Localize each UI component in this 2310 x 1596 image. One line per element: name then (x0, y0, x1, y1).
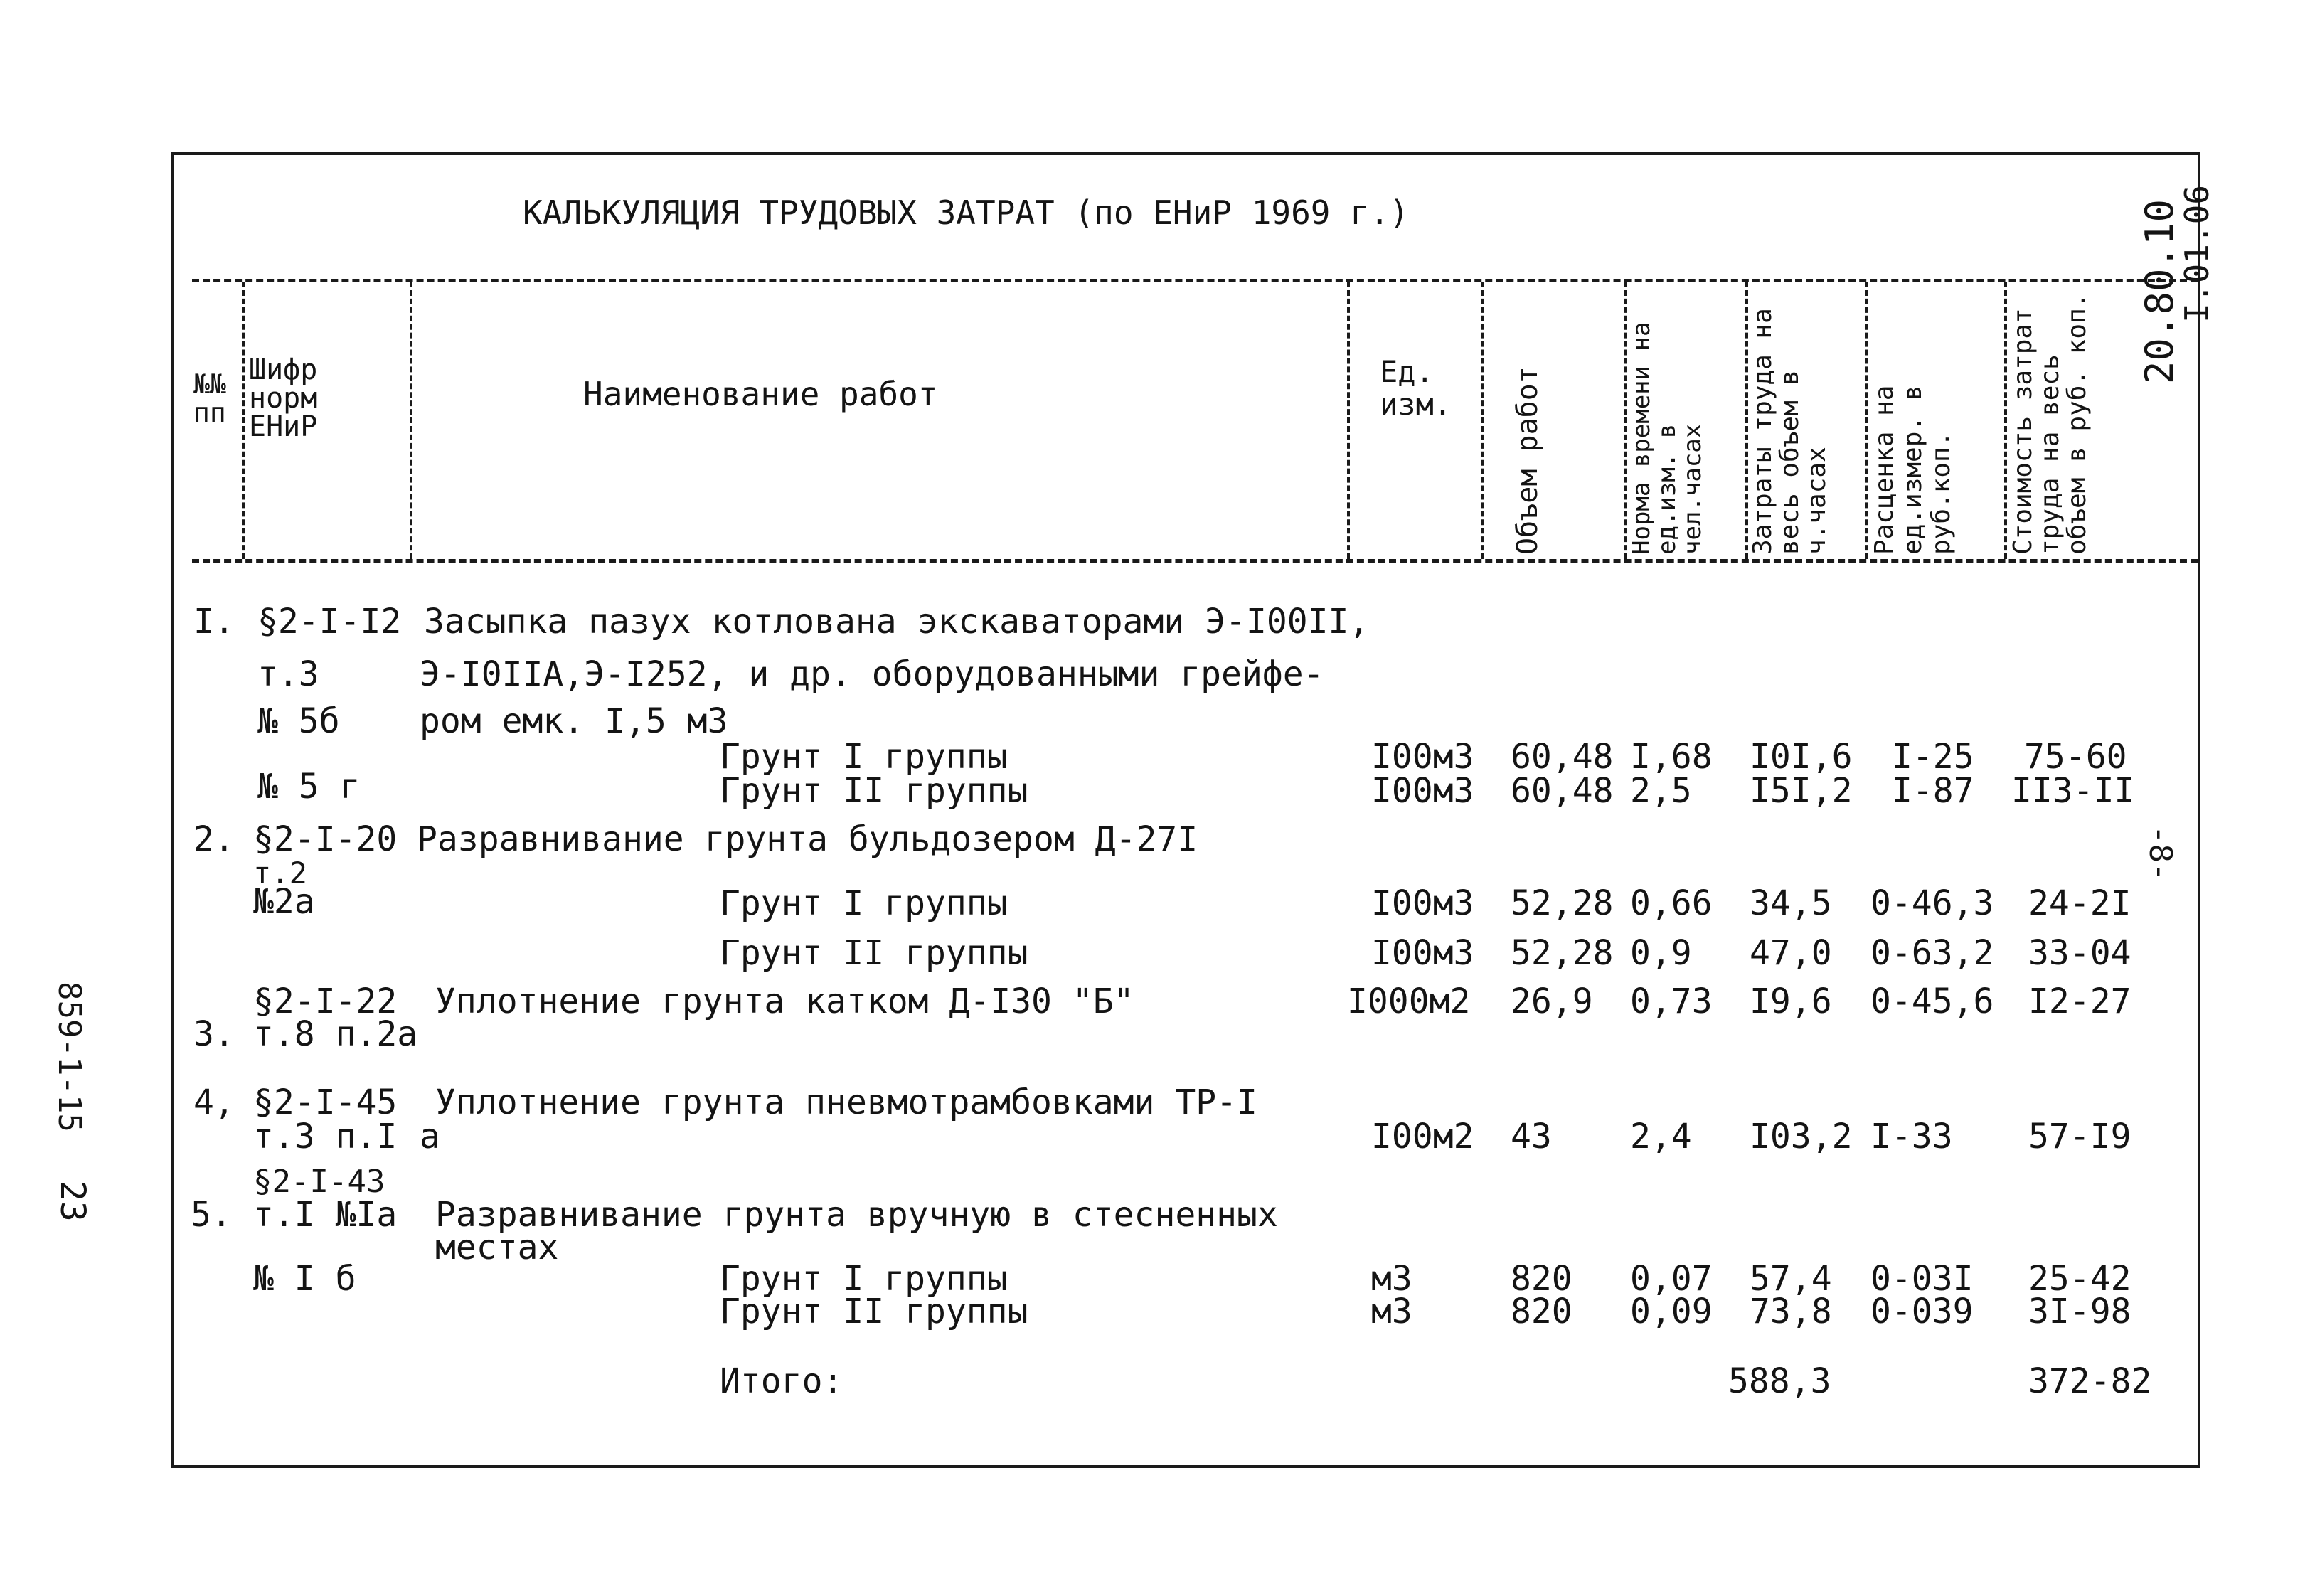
header-rate: Расценка на ед.измер. в руб.коп. (1870, 385, 1956, 555)
row2-sub2-labor: 47,0 (1750, 933, 1832, 973)
row1-code-2: т.3 (257, 654, 319, 694)
row3-volume: 26,9 (1511, 981, 1593, 1021)
row2-sub1-unit: I00м3 (1371, 883, 1474, 923)
row1-sub1-rate: I-25 (1892, 737, 1974, 777)
row2-sub1-volume: 52,28 (1511, 883, 1614, 923)
stamp-code: I.01.06 (2178, 185, 2216, 323)
header-labor: Затраты труда на весь объем в ч.часах (1748, 308, 1831, 555)
row3-name-1: Уплотнение грунта катком Д-I30 "Б" (435, 981, 1134, 1021)
row3-cost: I2-27 (2028, 981, 2131, 1021)
row2-sub1-rate: 0-46,3 (1870, 883, 1994, 923)
row2-sub1-cost: 24-2I (2028, 883, 2131, 923)
row1-num: I. (193, 602, 235, 642)
total-labor: 588,3 (1728, 1361, 1831, 1401)
row4-cost: 57-I9 (2028, 1117, 2131, 1156)
header-volume: Объем работ (1511, 366, 1544, 555)
row4-rate: I-33 (1870, 1117, 1953, 1156)
row3-code-1: §2-I-22 (253, 981, 398, 1021)
row2-sub2-name: Грунт II группы (720, 933, 1028, 973)
row3-unit: I000м2 (1347, 981, 1471, 1021)
row1-sub1-name: Грунт I группы (720, 737, 1008, 777)
row5-sub2-name: Грунт II группы (720, 1292, 1028, 1331)
row4-name-2: а (420, 1117, 440, 1156)
row5-sub2-volume: 820 (1511, 1292, 1572, 1331)
header-bottom-line (192, 559, 2198, 563)
left-margin-code: 859-1-15 (51, 981, 87, 1132)
page-title: КАЛЬКУЛЯЦИЯ ТРУДОВЫХ ЗАТРАТ (по ЕНиР 1969 г.) (523, 193, 1410, 232)
row5-sub2-cost: 3I-98 (2028, 1292, 2131, 1331)
row5-code-3: № I б (253, 1259, 356, 1299)
header-name: Наименование работ (583, 375, 938, 413)
row2-code-1: §2-I-20 (253, 819, 398, 859)
row5-sub1-cost: 25-42 (2028, 1259, 2131, 1299)
row1-sub2-unit: I00м3 (1371, 771, 1474, 811)
total-label: Итого: (720, 1361, 843, 1401)
row2-sub1-labor: 34,5 (1750, 883, 1832, 923)
row4-name-1: Уплотнение грунта пневмотрамбовками ТР-I (435, 1082, 1257, 1122)
row2-code-2: т.2 (253, 856, 307, 890)
row3-labor: I9,6 (1750, 981, 1832, 1021)
row5-sub1-name: Грунт I группы (720, 1259, 1008, 1299)
stamp-date: 20.80.10 (2137, 199, 2182, 385)
col-sep-4 (1481, 282, 1484, 559)
col-sep-1 (242, 282, 245, 559)
row1-sub1-unit: I00м3 (1371, 737, 1474, 777)
row5-num: 5. (191, 1195, 232, 1235)
row4-code-1: §2-I-45 (253, 1082, 398, 1122)
row3-rate: 0-45,6 (1870, 981, 1994, 1021)
row2-name-1: Разравнивание грунта бульдозером Д-27I (417, 819, 1198, 859)
row2-code-3: №2а (253, 882, 315, 922)
row4-norm: 2,4 (1630, 1117, 1692, 1156)
row1-sub1-labor: I0I,6 (1750, 737, 1853, 777)
row4-num: 4, (193, 1082, 235, 1122)
row2-sub1-name: Грунт I группы (720, 883, 1008, 923)
row2-num: 2. (193, 819, 235, 859)
row1-name-2: Э-I0IIА,Э-I252, и др. оборудованными грейфе- (420, 654, 1324, 694)
row1-sub1-norm: I,68 (1630, 737, 1713, 777)
row5-sub2-labor: 73,8 (1750, 1292, 1832, 1331)
row5-sub1-unit: м3 (1371, 1259, 1412, 1299)
row1-code-4: № 5 г (257, 767, 361, 807)
row1-code-3: № 5б (257, 701, 340, 741)
header-num: №№ пп (193, 368, 226, 428)
row5-code-1: §2-I-43 (253, 1164, 385, 1200)
row5-sub2-unit: м3 (1371, 1292, 1412, 1331)
row5-code-2: т.I №Iа (253, 1195, 398, 1235)
row1-name-3: ром емк. I,5 м3 (420, 701, 728, 741)
row2-sub2-cost: 33-04 (2028, 933, 2131, 973)
row1-sub2-volume: 60,48 (1511, 771, 1614, 811)
row1-sub2-rate: I-87 (1892, 771, 1974, 811)
row5-sub1-volume: 820 (1511, 1259, 1572, 1299)
row4-code-2: т.3 п.I (253, 1117, 398, 1156)
row1-sub1-cost: 75-60 (2024, 737, 2127, 777)
row5-sub2-rate: 0-039 (1870, 1292, 1974, 1331)
row1-sub1-volume: 60,48 (1511, 737, 1614, 777)
row5-sub1-norm: 0,07 (1630, 1259, 1713, 1299)
row3-norm: 0,73 (1630, 981, 1713, 1021)
header-unit: Ед. изм. (1380, 354, 1452, 422)
row5-sub1-rate: 0-03I (1870, 1259, 1974, 1299)
row1-sub2-name: Грунт II группы (720, 771, 1028, 811)
row5-sub1-labor: 57,4 (1750, 1259, 1832, 1299)
col-sep-2 (410, 282, 412, 559)
row1-sub2-norm: 2,5 (1630, 771, 1692, 811)
row4-volume: 43 (1511, 1117, 1552, 1156)
header-norm: Норма времени на ед.изм. в чел.часах (1627, 321, 1707, 555)
row1-code-1: §2-I-I2 (257, 602, 402, 642)
col-sep-3 (1347, 282, 1350, 559)
row2-sub2-rate: 0-63,2 (1870, 933, 1994, 973)
row5-name-1: Разравнивание грунта вручную в стесненных (435, 1195, 1278, 1235)
row5-name-2: местах (435, 1228, 559, 1267)
left-margin-page: 23 (53, 1181, 92, 1222)
row2-sub1-norm: 0,66 (1630, 883, 1713, 923)
row1-sub2-cost: II3-II (2011, 771, 2135, 811)
row2-sub2-norm: 0,9 (1630, 933, 1692, 973)
row1-sub2-labor: I5I,2 (1750, 771, 1853, 811)
header-code: Шифр норм ЕНиР (249, 353, 318, 443)
row4-labor: I03,2 (1750, 1117, 1853, 1156)
row5-sub2-norm: 0,09 (1630, 1292, 1713, 1331)
header-top-line (192, 279, 2198, 282)
row3-code-2: т.8 п.2а (253, 1014, 418, 1054)
row4-unit: I00м2 (1371, 1117, 1474, 1156)
row2-sub2-unit: I00м3 (1371, 933, 1474, 973)
row3-num: 3. (193, 1014, 235, 1054)
right-margin-page: -8- (2142, 825, 2178, 882)
col-sep-7 (1865, 282, 1868, 559)
total-cost: 372-82 (2028, 1361, 2152, 1401)
row2-sub2-volume: 52,28 (1511, 933, 1614, 973)
header-cost: Стоимость затрат труда на весь объем в руб. коп. (2008, 292, 2092, 555)
col-sep-8 (2004, 282, 2007, 559)
row1-name-1: Засыпка пазух котлована экскаваторами Э-I00II, (424, 602, 1370, 642)
